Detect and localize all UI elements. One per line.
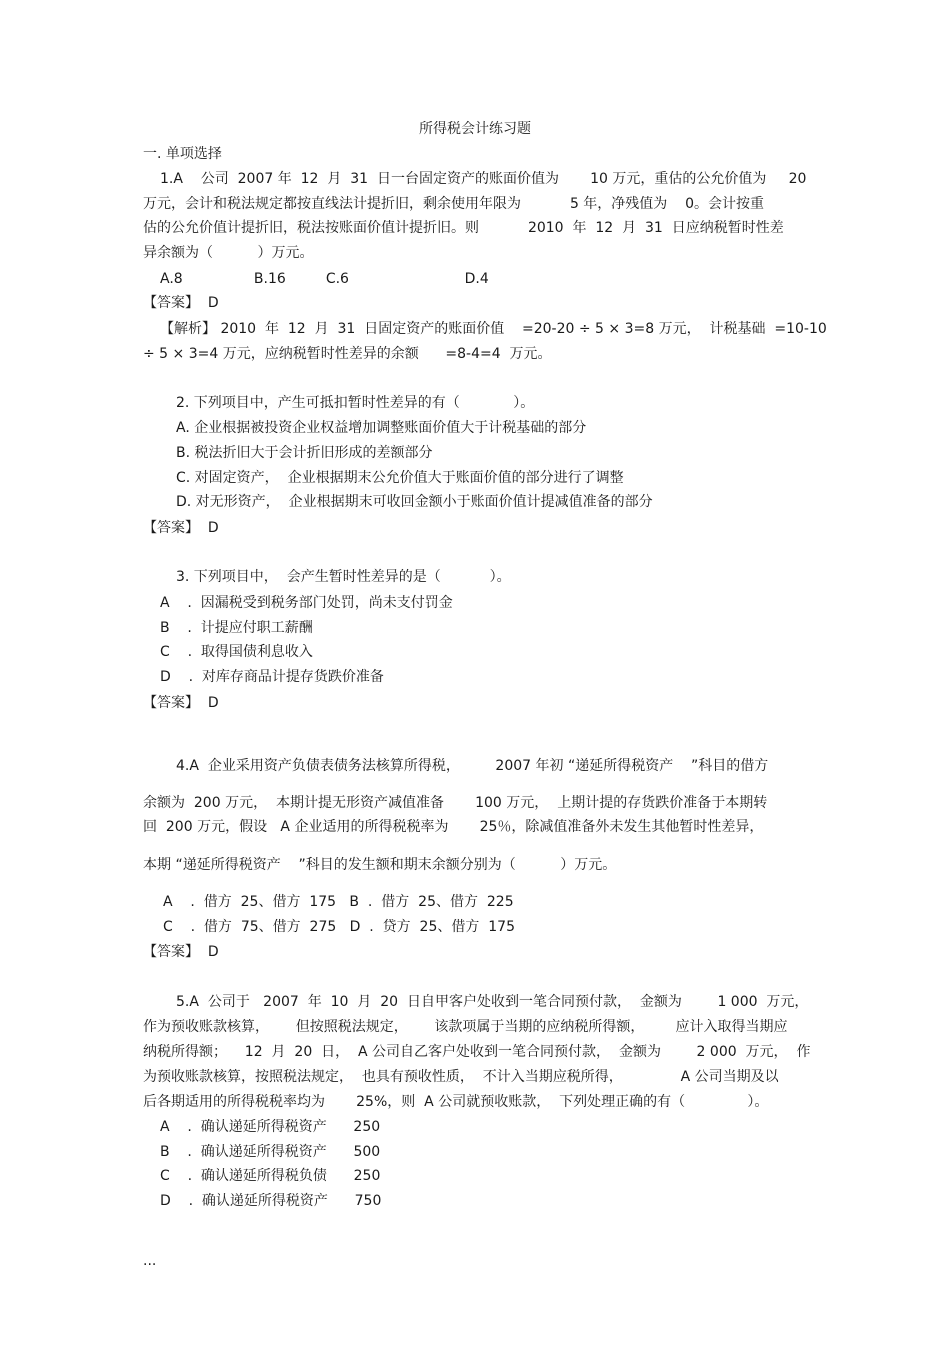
q3-option-d: D . 对库存商品计提存货跌价准备 xyxy=(160,669,384,685)
q1-explanation-2: ÷ 5 × 3=4 万元，应纳税暂时性差异的余额 =8-4=4 万元。 xyxy=(143,346,552,362)
q1-options: A.8 B.16 C.6 D.4 xyxy=(160,271,489,287)
q3-option-c: C . 取得国债利息收入 xyxy=(160,644,313,660)
q5-line-2: 作为预收账款核算， 但按照税法规定， 该款项属于当期的应纳税所得额， 应计入取得当期应 xyxy=(143,1019,788,1035)
q4-answer: 【答案】 D xyxy=(143,944,219,960)
q5-line-4: 为预收账款核算，按照税法规定， 也具有预收性质， 不计入当期应税所得， A 公司当期及以 xyxy=(143,1069,779,1085)
q1-line-4: 异余额为（ ）万元。 xyxy=(143,245,314,261)
section-heading: 一. 单项选择 xyxy=(143,146,222,162)
q3-answer: 【答案】 D xyxy=(143,695,219,711)
q2-option-d: D. 对无形资产， 企业根据期末可收回金额小于账面价值计提减值准备的部分 xyxy=(176,494,653,510)
document-title: 所得税会计练习题 xyxy=(419,121,531,137)
q2-option-c: C. 对固定资产， 企业根据期末公允价值大于账面价值的部分进行了调整 xyxy=(176,470,624,486)
q5-option-c: C . 确认递延所得税负债 250 xyxy=(160,1168,381,1184)
q1-line-3: 估的公允价值计提折旧，税法按账面价值计提折旧。则 2010 年 12 月 31 日应纳税暂时性差 xyxy=(143,220,784,236)
q1-line-1: 1.A 公司 2007 年 12 月 31 日一台固定资产的账面价值为 10 万元，重估的公允价值为 20 xyxy=(160,171,807,187)
q4-line-4: 本期 “递延所得税资产 ”科目的发生额和期末余额分别为（ ）万元。 xyxy=(143,857,617,873)
q4-options-cd: C . 借方 75、借方 275 D . 贷方 25、借方 175 xyxy=(163,919,515,935)
q3-stem: 3. 下列项目中， 会产生暂时性差异的是（ ）。 xyxy=(176,569,511,585)
q2-answer: 【答案】 D xyxy=(143,520,219,536)
q5-line-3: 纳税所得额； 12 月 20 日， A 公司自乙客户处收到一笔合同预付款， 金额为 2 000 万元， 作 xyxy=(143,1044,811,1060)
q5-option-a: A . 确认递延所得税资产 250 xyxy=(160,1119,381,1135)
q5-option-b: B . 确认递延所得税资产 500 xyxy=(160,1144,381,1160)
q1-line-2: 万元，会计和税法规定都按直线法计提折旧，剩余使用年限为 5 年，净残值为 0。会计按重 xyxy=(143,196,765,212)
q4-line-3: 回 200 万元，假设 A 企业适用的所得税税率为 25％，除减值准备外未发生其他暂时性差异， xyxy=(143,819,764,835)
q4-options-ab: A . 借方 25、借方 175 B . 借方 25、借方 225 xyxy=(163,894,514,910)
q3-option-b: B . 计提应付职工薪酬 xyxy=(160,620,313,636)
q4-line-1: 4.A 企业采用资产负债表债务法核算所得税， 2007 年初 “递延所得税资产 ”科目的借方 xyxy=(176,758,769,774)
q1-answer: 【答案】 D xyxy=(143,295,219,311)
q2-option-b: B. 税法折旧大于会计折旧形成的差额部分 xyxy=(176,445,433,461)
q5-line-1: 5.A 公司于 2007 年 10 月 20 日自甲客户处收到一笔合同预付款， 金额为 1 000 万元， xyxy=(176,994,809,1010)
q5-line-5: 后各期适用的所得税税率均为 25%，则 A 公司就预收账款， 下列处理正确的有（ ）。 xyxy=(143,1094,769,1110)
q3-option-a: A . 因漏税受到税务部门处罚，尚未支付罚金 xyxy=(160,595,453,611)
q4-line-2: 余额为 200 万元， 本期计提无形资产减值准备 100 万元， 上期计提的存货跌价准备于本期转 xyxy=(143,795,768,811)
q2-option-a: A. 企业根据被投资企业权益增加调整账面价值大于计税基础的部分 xyxy=(176,420,587,436)
page-footer-ellipsis: ... xyxy=(143,1253,157,1269)
q1-explanation-1: 【解析】 2010 年 12 月 31 日固定资产的账面价值 =20-20 ÷ 5 × 3=8 万元， 计税基础 =10-10 xyxy=(160,321,827,337)
q5-option-d: D . 确认递延所得税资产 750 xyxy=(160,1193,382,1209)
q2-stem: 2. 下列项目中，产生可抵扣暂时性差异的有（ ）。 xyxy=(176,395,535,411)
